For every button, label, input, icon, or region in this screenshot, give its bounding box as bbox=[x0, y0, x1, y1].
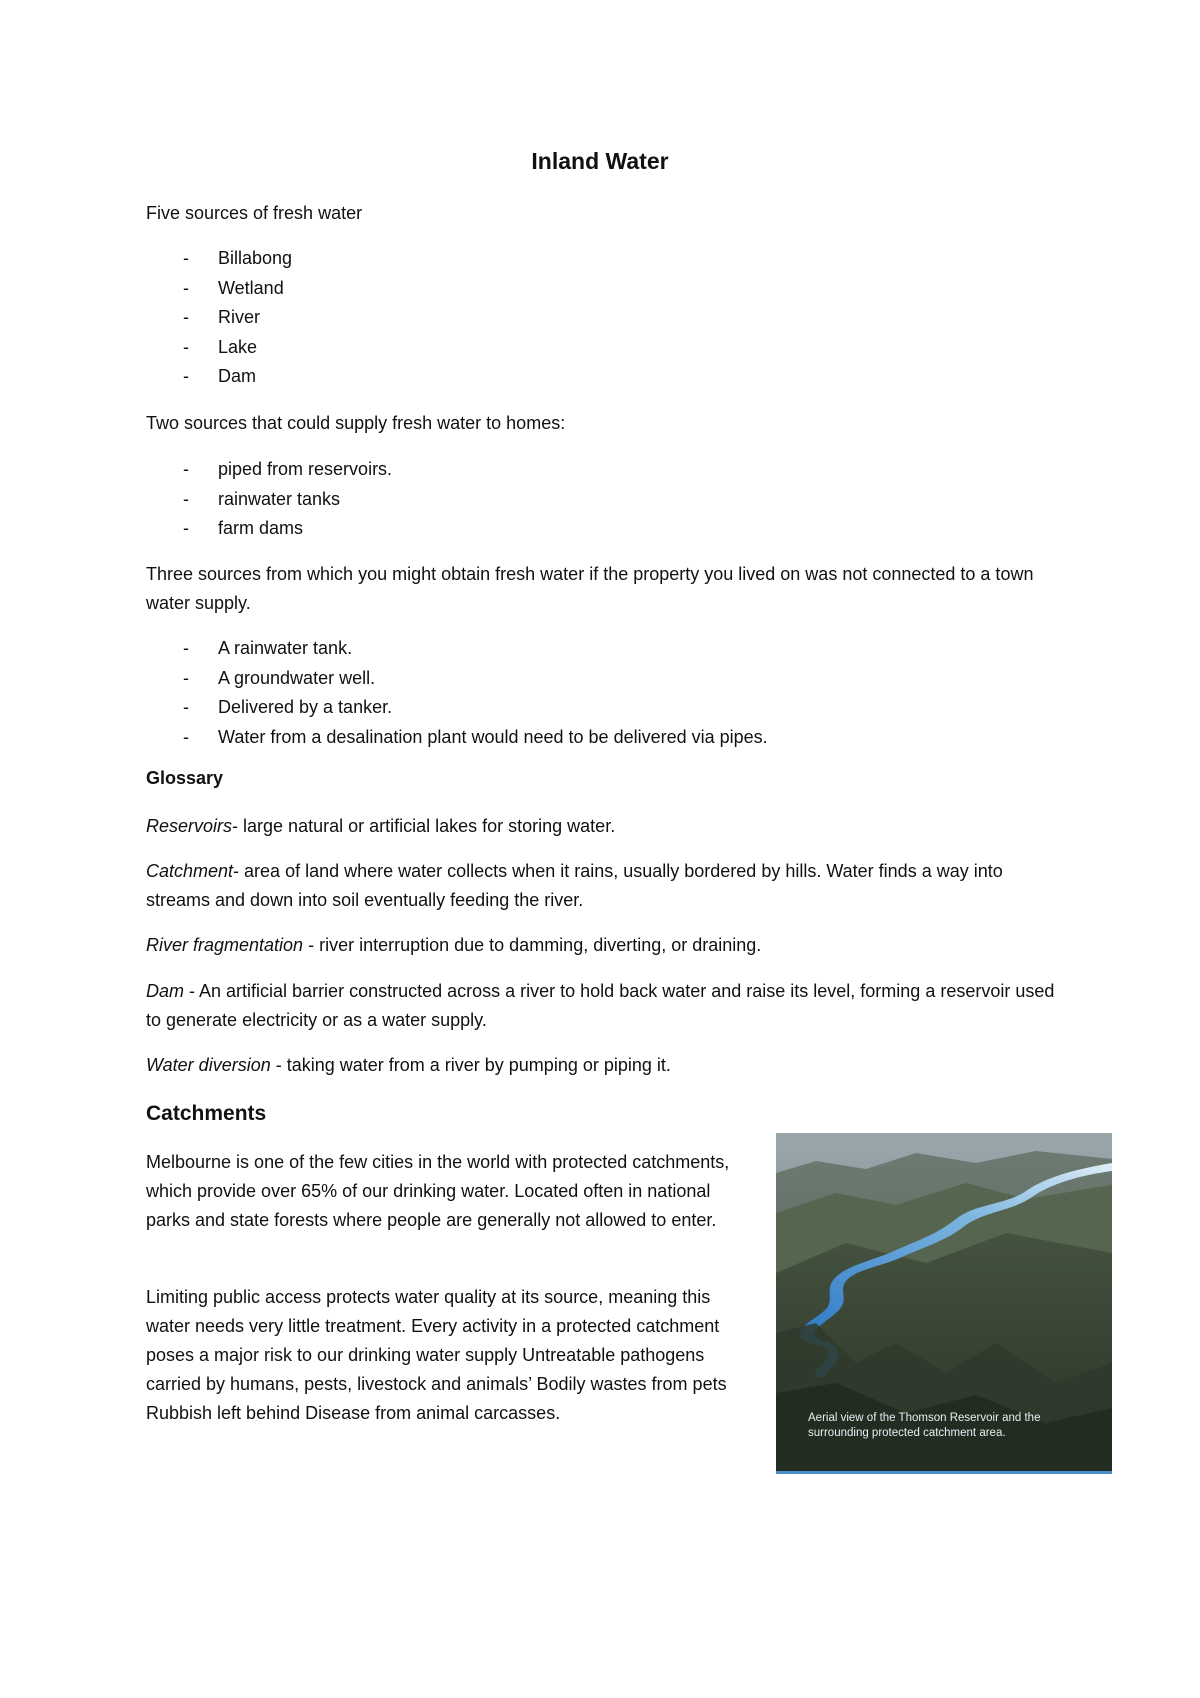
list-item-text: Wetland bbox=[218, 277, 284, 298]
glossary-entry bbox=[146, 1051, 1066, 1080]
list-dash: - bbox=[183, 726, 189, 747]
list-dash: - bbox=[183, 518, 189, 538]
catchments-heading: Catchments bbox=[146, 1102, 267, 1125]
list-item-text: farm dams bbox=[218, 518, 304, 538]
reservoir-aerial-photo bbox=[776, 1133, 1112, 1474]
glossary-heading: Glossary bbox=[146, 768, 224, 788]
list-dash: - bbox=[183, 307, 189, 327]
list-dash: - bbox=[183, 366, 189, 386]
section3-intro: Three sources from which you might obtain fresh water if the property you lived on was not connected to a town water supply. bbox=[146, 564, 1034, 613]
glossary-term: Water diversion bbox=[146, 1055, 271, 1075]
list-item-text: A rainwater tank. bbox=[218, 638, 353, 658]
page-title: Inland Water bbox=[531, 148, 669, 174]
list-dash: - bbox=[183, 336, 189, 357]
list-dash: - bbox=[183, 277, 189, 298]
list-item-text: Dam bbox=[218, 366, 257, 386]
list-item-text: River bbox=[218, 307, 261, 327]
glossary-definition: - An artificial barrier constructed across a river to hold back water and raise its level, forming a reservoir used to generate electricity or as a water supply. bbox=[146, 981, 1055, 1030]
list-item-text: rainwater tanks bbox=[218, 488, 341, 509]
glossary-term: Reservoirs bbox=[146, 816, 233, 836]
list-item-text: Lake bbox=[218, 336, 258, 357]
list-item-text: Billabong bbox=[218, 248, 293, 268]
glossary-term: Catchment bbox=[146, 861, 234, 881]
list-dash: - bbox=[183, 667, 189, 688]
list-item-text: A groundwater well. bbox=[218, 667, 376, 688]
image-caption: Aerial view of the Thomson Reservoir and the surrounding protected catchment area. bbox=[808, 1412, 1041, 1439]
section2-intro: Two sources that could supply fresh water to homes: bbox=[146, 413, 566, 433]
list-dash: - bbox=[183, 697, 189, 717]
glossary-entry bbox=[146, 977, 1066, 1035]
list-dash: - bbox=[183, 488, 189, 509]
glossary-term: River fragmentation bbox=[146, 935, 304, 955]
list-item-text: Water from a desalination plant would need to be delivered via pipes. bbox=[218, 726, 768, 747]
catchments-paragraph-1: Melbourne is one of the few cities in the world with protected catchments, which provide over 65% of our drinking water. Located often in national parks and state forests where people are generally not allowed to enter. bbox=[146, 1152, 730, 1230]
glossary-entry bbox=[146, 857, 1066, 915]
list-dash: - bbox=[183, 248, 189, 268]
glossary-term: Dam bbox=[146, 981, 185, 1001]
glossary-entry bbox=[146, 931, 1066, 960]
glossary-definition: - river interruption due to damming, diverting, or draining. bbox=[303, 935, 762, 955]
glossary-definition: - area of land where water collects when it rains, usually bordered by hills. Water finds a way into streams and down into soil eventually feeding the river. bbox=[146, 861, 1003, 910]
section1-intro: Five sources of fresh water bbox=[146, 203, 363, 223]
list-item-text: Delivered by a tanker. bbox=[218, 697, 393, 717]
catchments-paragraph-2: Limiting public access protects water quality at its source, meaning this water needs very little treatment. Every activity in a protected catchment poses a major risk to our drinking water supply Untreatable pathogens carried by humans, pests, livestock and animals’ Bodily wastes from pets Rubbish left behind Disease from animal carcasses. bbox=[146, 1287, 727, 1423]
glossary-definition: - large natural or artificial lakes for storing water. bbox=[232, 816, 616, 836]
list-dash: - bbox=[183, 459, 189, 479]
glossary-definition: - taking water from a river by pumping or piping it. bbox=[270, 1055, 671, 1075]
list-item-text: piped from reservoirs. bbox=[218, 459, 393, 479]
glossary-entry bbox=[146, 812, 1066, 841]
list-dash: - bbox=[183, 638, 189, 658]
